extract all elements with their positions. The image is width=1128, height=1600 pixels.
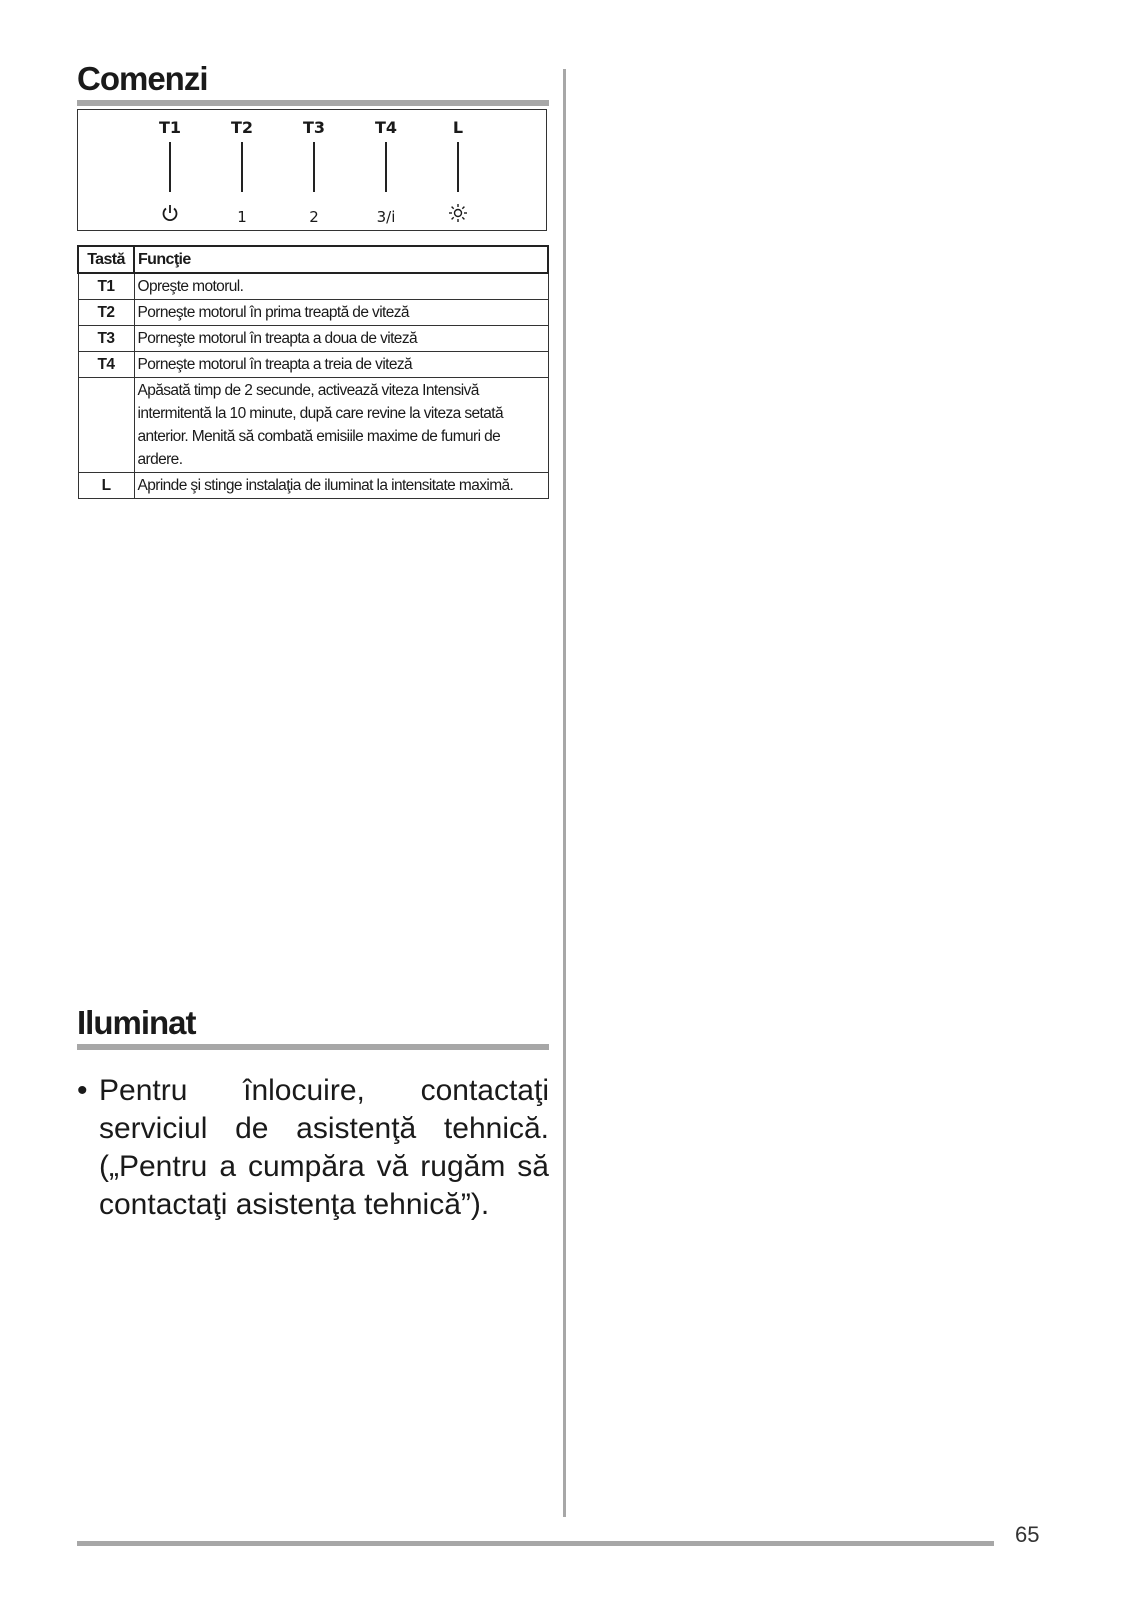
panel-key-t1 xyxy=(140,110,200,230)
panel-key-label: T2 xyxy=(230,118,254,137)
panel-key-label: T3 xyxy=(302,118,326,137)
table-row xyxy=(78,326,548,352)
panel-key-symbol: 1 xyxy=(237,208,247,226)
panel-key-line xyxy=(169,142,171,192)
key-cell: T4 xyxy=(78,352,134,378)
footer-rule xyxy=(77,1541,994,1546)
section-title-controls: Comenzi xyxy=(77,60,208,97)
table-header-row xyxy=(78,246,548,273)
table-row xyxy=(78,300,548,326)
control-panel-diagram xyxy=(77,109,547,231)
panel-key-t2 xyxy=(212,110,272,230)
table-row xyxy=(78,352,548,378)
panel-key-l xyxy=(428,110,488,230)
panel-key-t3 xyxy=(284,110,344,230)
panel-key-t4 xyxy=(356,110,416,230)
panel-key-label: L xyxy=(452,118,464,137)
function-cell: Apăsată timp de 2 secunde, activează viteza Intensivă intermitentă la 10 minute, după care revine la viteza setată anterior. Menită să combată emisiile maxime de fumuri de ardere. xyxy=(134,378,548,473)
function-cell: Aprinde şi stinge instalaţia de iluminat la intensitate maximă. xyxy=(134,473,548,499)
function-table xyxy=(77,245,549,499)
function-cell: Opreşte motorul. xyxy=(134,273,548,300)
column-divider xyxy=(563,69,566,1517)
section-underline xyxy=(77,100,549,106)
key-cell: T2 xyxy=(78,300,134,326)
column-header-key: Tastă xyxy=(78,246,134,273)
table-row xyxy=(78,473,548,499)
function-cell: Porneşte motorul în treapta a treia de viteză xyxy=(134,352,548,378)
table-row xyxy=(78,273,548,300)
function-cell: Porneşte motorul în prima treaptă de viteză xyxy=(134,300,548,326)
panel-key-symbol: 3/i xyxy=(376,208,396,226)
lighting-text: Pentru înlocuire, contactaţi serviciul de asistenţă tehnică. („Pentru a cumpăra vă rugăm să contactaţi asistenţa tehnică”). xyxy=(99,1074,549,1221)
key-cell: T3 xyxy=(78,326,134,352)
panel-key-label: T1 xyxy=(158,118,182,137)
table-row xyxy=(78,378,548,473)
panel-key-label: T4 xyxy=(374,118,398,137)
page-number: 65 xyxy=(1015,1522,1040,1547)
lighting-bullet-item xyxy=(77,1072,549,1224)
section-underline xyxy=(77,1044,549,1050)
section-title-lighting: Iluminat xyxy=(77,1004,196,1041)
panel-key-line xyxy=(313,142,315,192)
key-cell xyxy=(78,378,134,473)
column-header-function: Funcţie xyxy=(134,246,548,273)
power-icon xyxy=(160,203,180,223)
panel-key-line xyxy=(241,142,243,192)
panel-key-line xyxy=(385,142,387,192)
key-cell: L xyxy=(78,473,134,499)
panel-key-symbol: 2 xyxy=(309,208,319,226)
function-cell: Porneşte motorul în treapta a doua de viteză xyxy=(134,326,548,352)
panel-key-line xyxy=(457,142,459,192)
bullet-dot: • xyxy=(77,1074,88,1107)
key-cell: T1 xyxy=(78,273,134,300)
light-icon xyxy=(448,203,468,223)
